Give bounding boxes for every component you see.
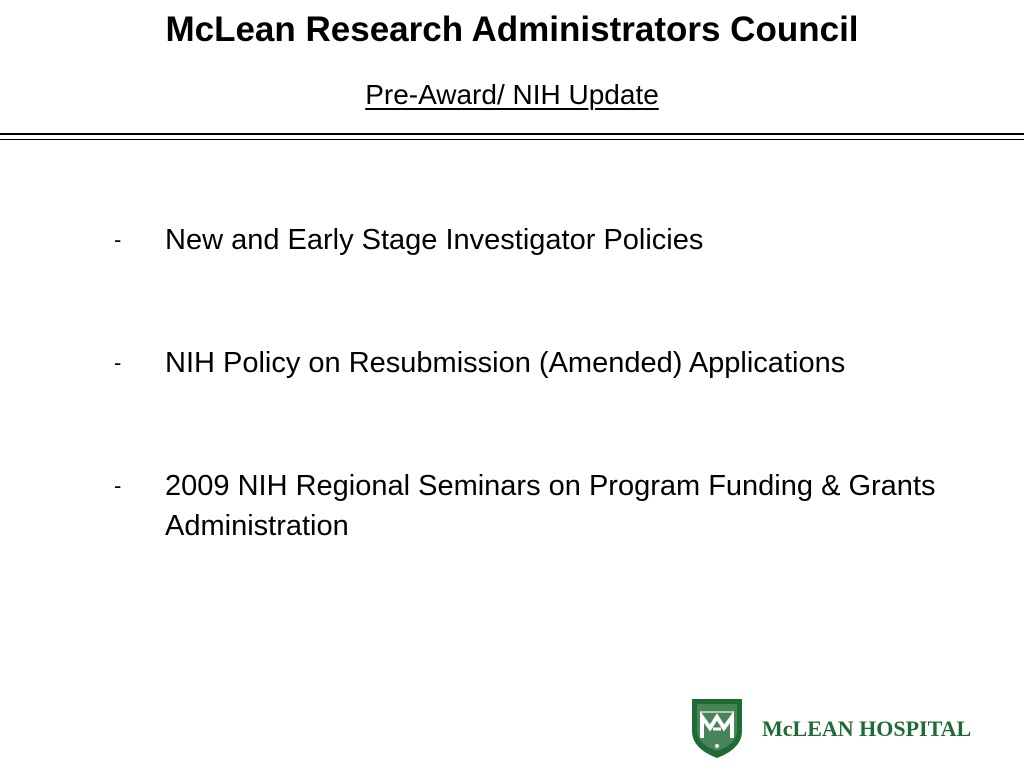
bullet-text-resubmission-policy: NIH Policy on Resubmission (Amended) Applications — [165, 347, 846, 379]
bullet-text-regional-seminars: 2009 NIH Regional Seminars on Program Funding & Grants Administration — [165, 470, 936, 542]
bullet-text-new-investigator-policies: New and Early Stage Investigator Policies — [165, 224, 704, 256]
slide-title: McLean Research Administrators Council — [165, 10, 859, 49]
dash-marker: - — [114, 227, 122, 252]
dash-marker: - — [114, 350, 122, 375]
mclean-hospital-name: McLEAN HOSPITAL — [762, 716, 972, 741]
dash-marker: - — [114, 473, 122, 498]
slide-subtitle: Pre-Award/ NIH Update — [365, 79, 659, 110]
mclean-hospital-shield-icon — [690, 697, 744, 759]
